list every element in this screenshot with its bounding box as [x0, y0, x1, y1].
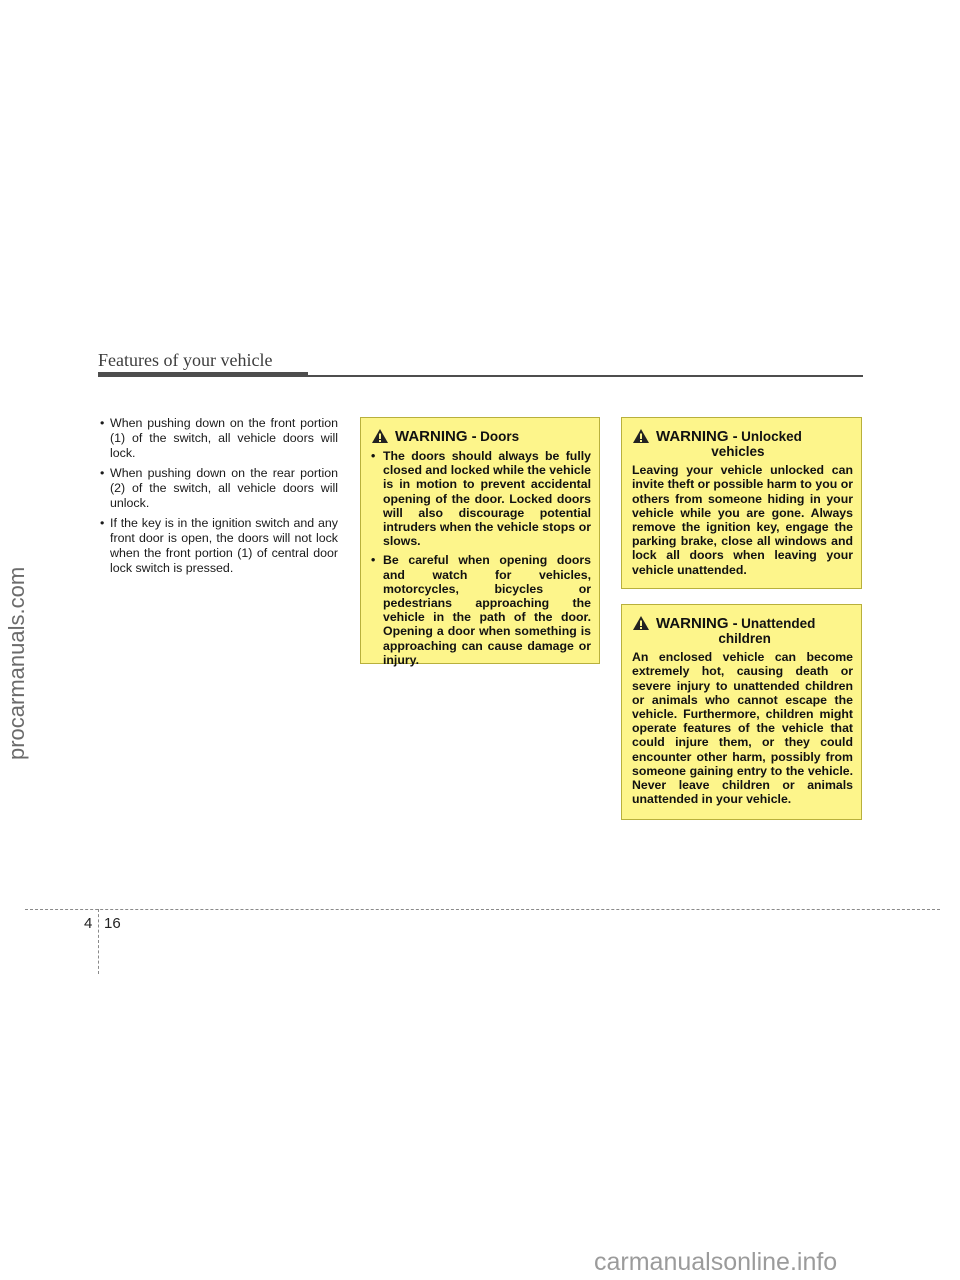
footer-dashed-rule [25, 909, 940, 910]
warning-header [622, 615, 861, 646]
header-rule-thick [98, 372, 308, 377]
warning-subject-line2: children [718, 631, 771, 646]
warning-header [622, 428, 861, 459]
footer-dashed-divider [98, 909, 99, 974]
warning-body: An enclosed vehicle can become extremely hot, causing death or severe injury to unattended children or animals who cannot escape the vehicle. Furthermore, children might operate features of the vehicle that could injure them, or they could encounter other harm, possibly from someone gaining entry to the vehicle. Never leave children or animals unattended in your vehicle. [632, 650, 853, 807]
warning-subject: Unlocked [741, 429, 802, 444]
warning-body: Leaving your vehicle unlocked can invite theft or possible harm to you or others from someone hiding in your vehicle while you are gone. Always remove the ignition key, engage the parking brake, close all windows and lock all doors when leaving your vehicle unattended. [632, 463, 853, 577]
bullet-icon: • [371, 449, 376, 463]
bullet-icon: • [100, 516, 105, 530]
section-title: Features of your vehicle [98, 350, 273, 370]
header-rule-thin [308, 375, 863, 377]
list-item: • If the key is in the ignition switch and any front door is open, the doors will not lock when the front portion (1) of central door lock switch is pressed. [100, 516, 338, 575]
list-item: • When pushing down on the front portion (1) of the switch, all vehicle doors will lock. [100, 416, 338, 460]
warning-subject: Unattended [741, 616, 816, 631]
bottom-watermark: carmanualsonline.info [594, 1248, 838, 1276]
warning-box-unlocked-vehicles [621, 417, 862, 589]
warning-subject-line2: vehicles [711, 444, 765, 459]
warning-box-doors [360, 417, 600, 667]
warning-label: WARNING - [395, 428, 477, 445]
warning-triangle-icon [632, 615, 650, 631]
list-item: • The doors should always be fully closed and locked while the vehicle is in motion to prevent accidental opening of the door. Locked doors will also discourage potential intruders when the vehicle stops or slows. [371, 449, 591, 549]
bullet-icon: • [100, 416, 105, 430]
chapter-number: 4 [84, 915, 93, 932]
bullet-icon: • [100, 466, 105, 480]
page-number: 16 [104, 915, 121, 932]
warning-triangle-icon [632, 428, 650, 444]
warning-triangle-icon [371, 428, 389, 444]
list-item: • When pushing down on the rear portion (2) of the switch, all vehicle doors will unlock. [100, 466, 338, 510]
warning-list [361, 449, 599, 667]
warning-header [361, 428, 599, 445]
bullet-icon: • [371, 553, 376, 568]
side-watermark: procarmanuals.com [4, 566, 29, 760]
instruction-list [100, 416, 338, 581]
list-item: • Be careful when opening doors and watch for vehicles, motorcycles, bicycles or pedestrians approaching the vehicle in the path of the door. Opening a door when something is approaching can cause damage or injury. [371, 553, 591, 667]
warning-box-unattended-children [621, 604, 862, 820]
warning-subject: Doors [480, 429, 520, 444]
warning-label: WARNING - [656, 428, 738, 445]
warning-label: WARNING - [656, 615, 738, 632]
